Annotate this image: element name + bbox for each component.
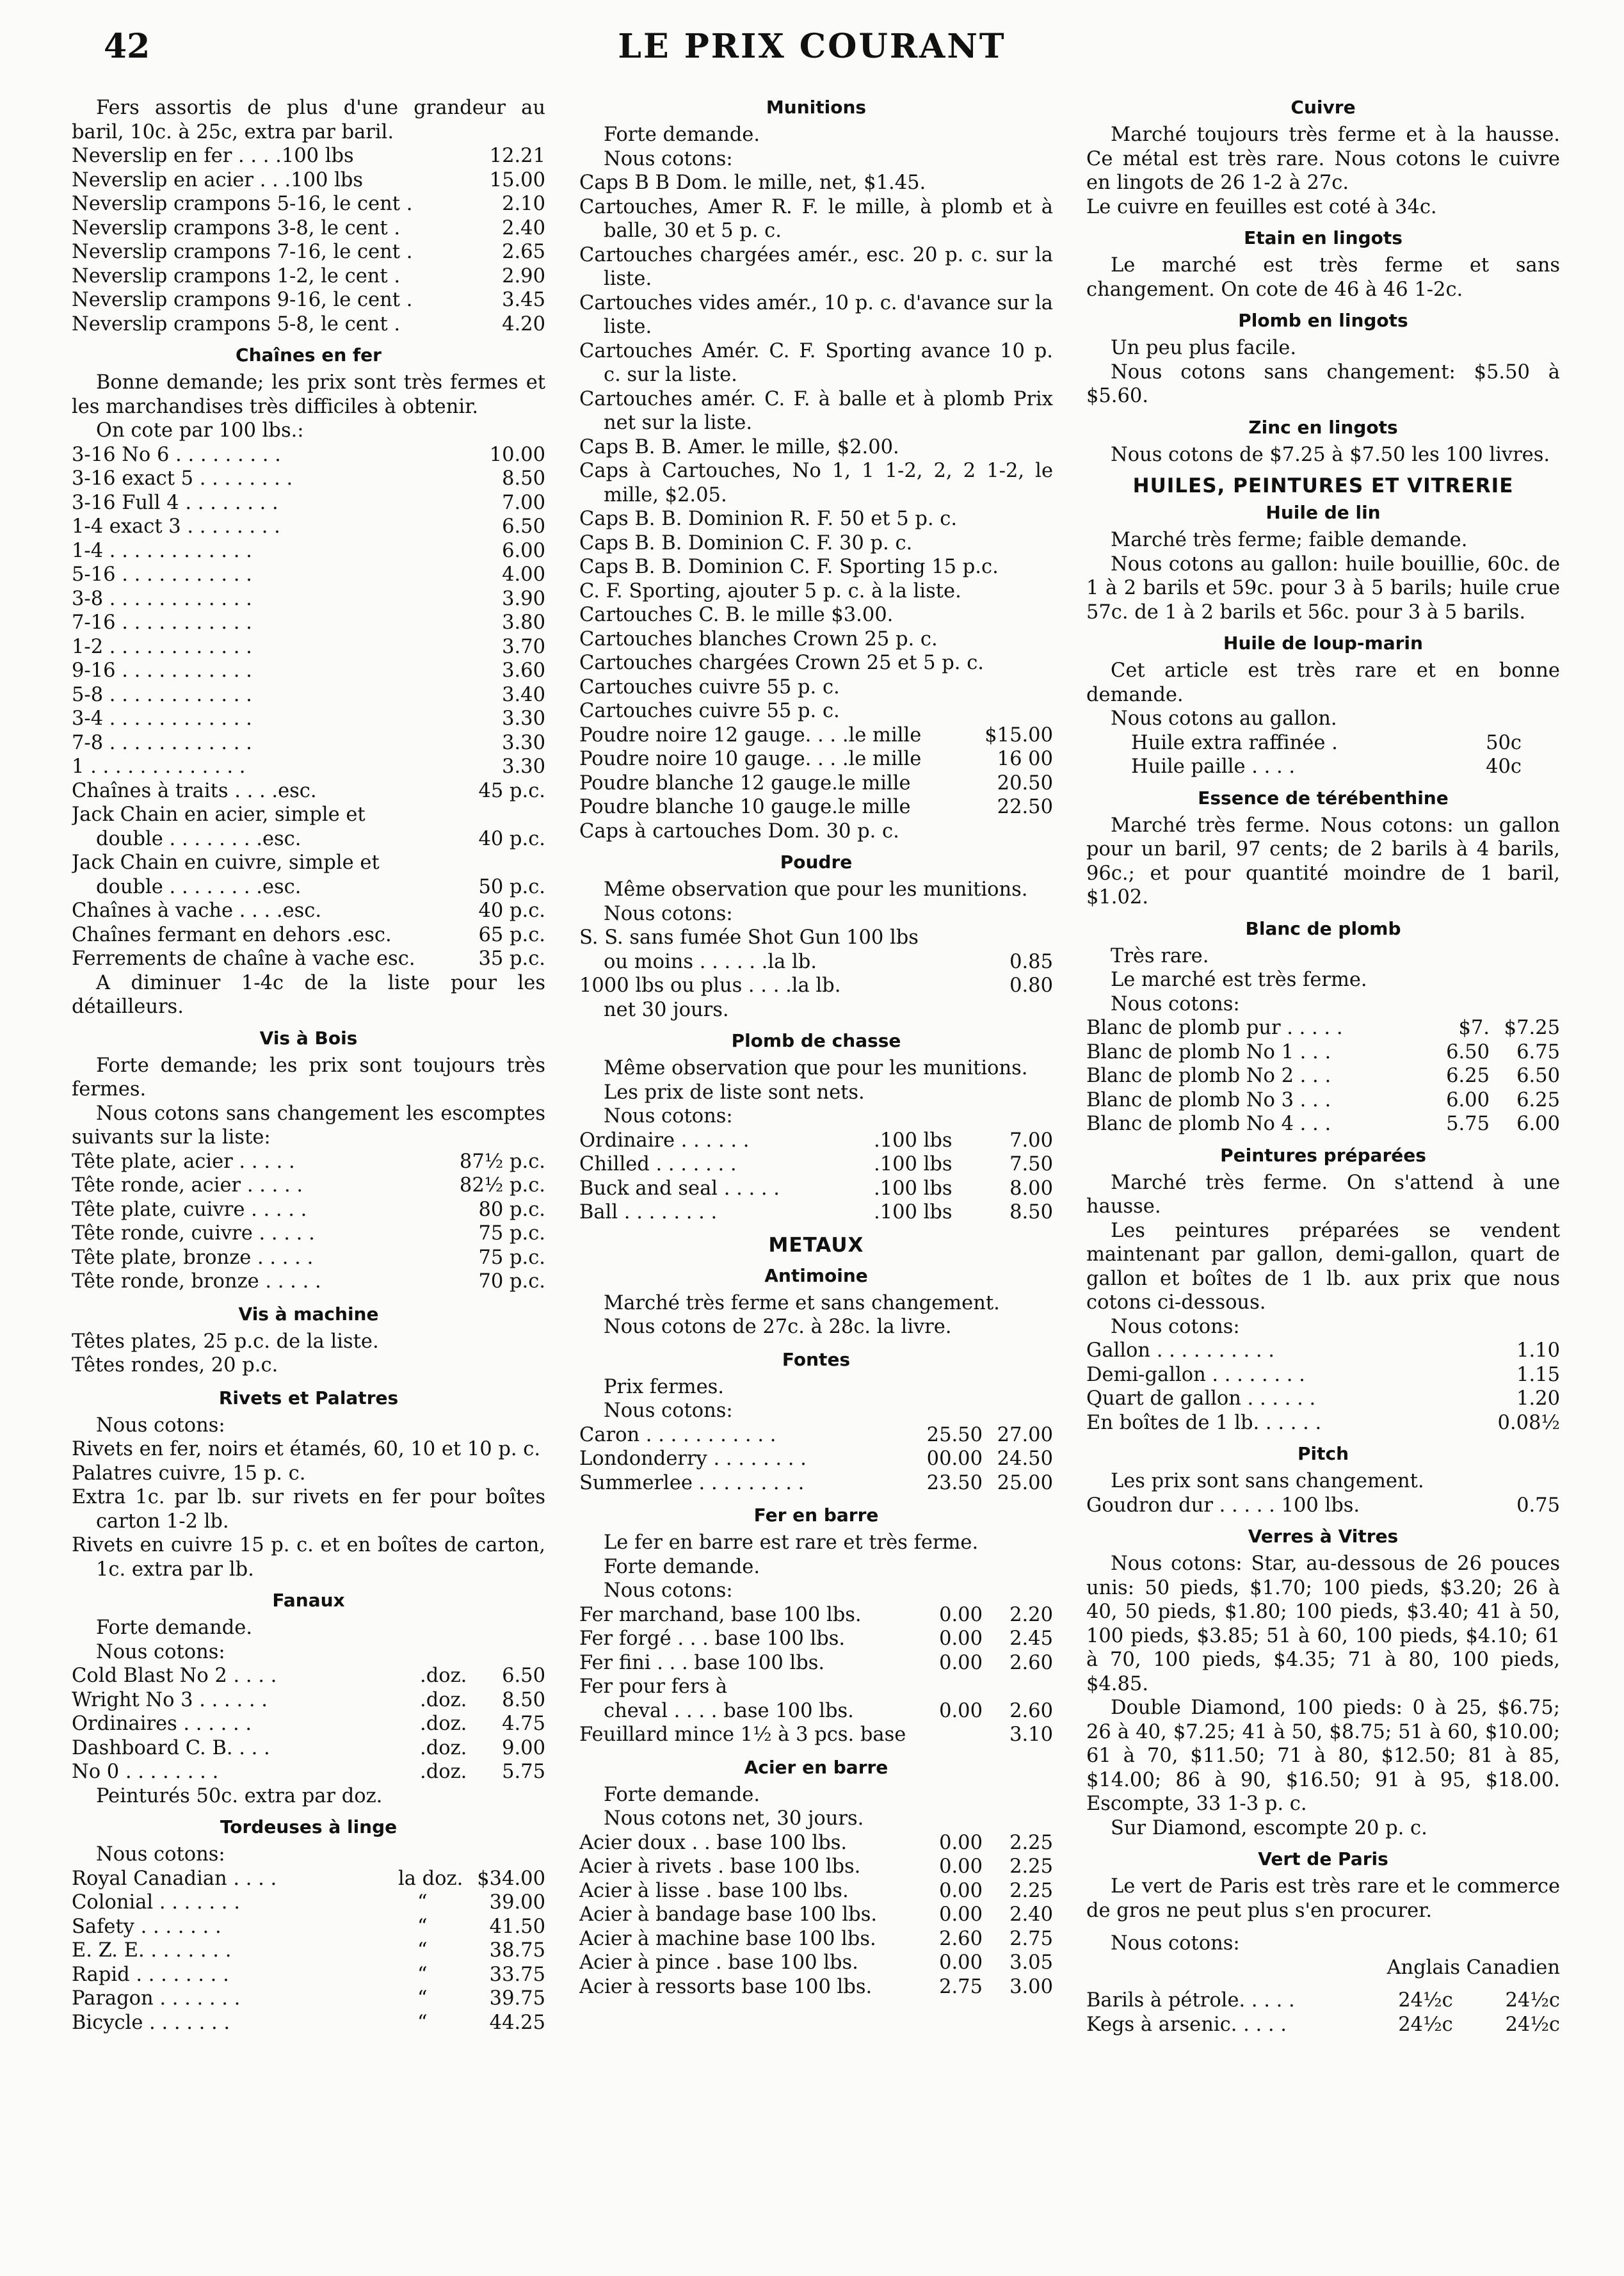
section-text: Le vert de Paris est très rare et le commerce de gros ne peut plus s'en procurer. [1086, 1875, 1560, 1922]
table-row: 1000 lbs ou plus . . . .la lb. 0.80 [579, 974, 1053, 997]
section-text: Double Diamond, 100 pieds: 0 à 25, $6.75; 26 à 40, $7.25; 41 à 50, $8.75; 51 à 60, $10.00; 61 à 70, $11.50; 71 à 80, $12.50; 81 à 85, $14.00; 86 à 90, $16.50; 91 à 95, $18.00. Escompte, 33 1-3 p. c. [1086, 1697, 1560, 1815]
section-text: Nous cotons: [96, 1843, 225, 1866]
table-row: 9-16 . . . . . . . . . . . 3.60 [72, 659, 545, 682]
section-text: Nous cotons: [604, 1400, 733, 1422]
table-row: Fer pour fers à [579, 1675, 728, 1698]
table-row: Rapid . . . . . . . . “ 33.75 [72, 1963, 545, 1986]
section-text: Nous cotons: [96, 1640, 225, 1663]
section-text: Le fer en barre est rare et très ferme. [604, 1531, 979, 1554]
table-row: Dashboard C. B. . . . .doz. 9.00 [72, 1736, 545, 1759]
section-text: Le marché est très ferme et sans changement. On cote de 46 à 46 1-2c. [1086, 254, 1560, 301]
section-text: Caps B. B. Dominion R. F. 50 et 5 p. c. [579, 508, 958, 530]
table-row: Ordinaire . . . . . . .100 lbs 7.00 [579, 1129, 1053, 1152]
table-row: Blanc de plomb No 1 . . . 6.50 6.75 [1086, 1040, 1560, 1063]
table-row: cheval . . . . base 100 lbs. 0.00 2.60 [604, 1699, 1053, 1722]
section-text: net 30 jours. [604, 998, 729, 1021]
table-row: 3-16 exact 5 . . . . . . . . 8.50 [72, 467, 545, 490]
section-heading: Verres à Vitres [1248, 1526, 1399, 1547]
section-text: Peinturés 50c. extra par doz. [96, 1784, 383, 1807]
table-row: Tête plate, bronze . . . . . 75 p.c. [72, 1246, 545, 1269]
table-row: Fer forgé . . . base 100 lbs. 0.00 2.45 [579, 1627, 1053, 1650]
table-row: Caron . . . . . . . . . . . 25.50 27.00 [579, 1423, 1053, 1446]
table-row: Jack Chain en cuivre, simple et [72, 851, 380, 874]
section-text: Nous cotons au gallon. [1111, 707, 1337, 730]
table-row: 1-4 . . . . . . . . . . . . 6.00 [72, 539, 545, 562]
section-text: Nous cotons: [1111, 1315, 1240, 1338]
table-row: 3-8 . . . . . . . . . . . . 3.90 [72, 587, 545, 610]
table-row: Goudron dur . . . . . 100 lbs. 0.75 [1086, 1494, 1560, 1517]
neverslip-list [72, 144, 545, 336]
section-heading: Blanc de plomb [1245, 917, 1401, 939]
table-row: Chaînes à traits . . . .esc. 45 p.c. [72, 779, 545, 802]
section-text: Nous cotons: [604, 1105, 733, 1127]
section-heading: Munitions [766, 97, 867, 118]
table-row: Acier à ressorts base 100 lbs. 2.75 3.00 [579, 1975, 1053, 1998]
table-row: Ordinaires . . . . . . .doz. 4.75 [72, 1713, 545, 1735]
blanc-plomb-list [1086, 1016, 1560, 1136]
section-text: Forte demande. [604, 1783, 760, 1806]
table-row: Summerlee . . . . . . . . . 23.50 25.00 [579, 1471, 1053, 1494]
table-row: 5-16 . . . . . . . . . . . 4.00 [72, 563, 545, 586]
table-row: Kegs à arsenic. . . . . 24½c 24½c [1086, 2013, 1560, 2036]
table-row: Neverslip crampons 3-8, le cent . 2.40 [72, 216, 545, 239]
section-heading: METAUX [768, 1233, 864, 1257]
table-row: Chilled . . . . . . . .100 lbs 7.50 [579, 1153, 1053, 1175]
section-text: Nous cotons de $7.25 à $7.50 les 100 livres. [1111, 443, 1550, 466]
poudre-list [579, 926, 1053, 998]
section-heading: Zinc en lingots [1248, 416, 1398, 438]
section-text: Même observation que pour les munitions. [604, 878, 1028, 901]
table-row: Colonial . . . . . . . “ 39.00 [72, 1891, 545, 1914]
table-row: 1 . . . . . . . . . . . . . 3.30 [72, 755, 545, 778]
section-text: Cartouches cuivre 55 p. c. [579, 700, 840, 722]
table-row: Acier à machine base 100 lbs. 2.60 2.75 [579, 1927, 1053, 1950]
table-row: Acier à bandage base 100 lbs. 0.00 2.40 [579, 1903, 1053, 1926]
table-row: Neverslip en acier . . .100 lbs 15.00 [72, 168, 545, 191]
section-heading: Fanaux [272, 1590, 345, 1611]
table-row: Demi-gallon . . . . . . . . 1.15 [1086, 1363, 1560, 1386]
section-text: Caps à cartouches Dom. 30 p. c. [579, 819, 899, 843]
section-text: Nous cotons: [96, 1414, 225, 1437]
huile-loup-list [1086, 731, 1560, 779]
table-row: Blanc de plomb pur . . . . . $7. $7.25 [1086, 1017, 1560, 1039]
section-heading: HUILES, PEINTURES ET VITRERIE [1132, 474, 1514, 497]
table-row: S. S. sans fumée Shot Gun 100 lbs [579, 926, 919, 949]
section-text: A diminuer 1-4c de la liste pour les détailleurs. [72, 971, 545, 1018]
table-row: Feuillard mince 1½ à 3 pcs. base 3.10 [579, 1723, 1053, 1746]
section-text: Nous cotons net, 30 jours. [604, 1807, 864, 1830]
section-text: Les peintures préparées se vendent maintenant par gallon, demi-gallon, quart de gallon et boîtes de 1 lb. aux prix que nous cotons ci-dessous. [1086, 1219, 1560, 1314]
section-text: Caps B. B. Dominion C. F. Sporting 15 p.c. [579, 556, 999, 578]
peintures-list [1086, 1339, 1560, 1435]
table-row: Tête ronde, bronze . . . . . 70 p.c. [72, 1270, 545, 1293]
section-text: Cartouches vides amér., 10 p. c. d'avance sur la liste. [579, 291, 1053, 338]
section-heading: Etain en lingots [1244, 227, 1403, 248]
table-row: Ball . . . . . . . . .100 lbs 8.50 [579, 1201, 1053, 1223]
table-row: Huile extra raffinée . 50c [1131, 731, 1522, 754]
section-text: Les prix de liste sont nets. [604, 1081, 865, 1104]
section-text: Caps B. B. Dominion C. F. 30 p. c. [579, 531, 913, 554]
table-row: Huile paille . . . . 40c [1131, 755, 1522, 778]
fers-assortis-text: Fers assortis de plus d'une grandeur au baril, 10c. à 25c, extra par baril. [72, 97, 545, 143]
running-title: LE PRIX COURANT [618, 27, 1006, 66]
table-row: Chaînes à vache . . . .esc. 40 p.c. [72, 900, 545, 922]
section-text: Têtes rondes, 20 p.c. [72, 1354, 278, 1376]
fanaux-list [72, 1664, 545, 1784]
table-row: 3-16 Full 4 . . . . . . . . 7.00 [72, 491, 545, 514]
table-row: Neverslip crampons 1-2, le cent . 2.90 [72, 264, 545, 287]
section-heading: Antimoine [764, 1264, 868, 1286]
table-row: E. Z. E. . . . . . . . “ 38.75 [72, 1939, 545, 1962]
table-row: Poudre blanche 12 gauge.le mille 20.50 [579, 771, 1053, 795]
section-text: Marché toujours très ferme et à la hausse. Ce métal est très rare. Nous cotons le cuivre en lingots de 26 1-2 à 27c. [1086, 124, 1560, 194]
column-3 [1086, 96, 1560, 2037]
section-text: Forte demande. [96, 1617, 253, 1639]
section-text: Nous cotons: [1111, 1932, 1240, 1955]
table-row: Neverslip en fer . . . .100 lbs 12.21 [72, 145, 545, 167]
table-row: 5-8 . . . . . . . . . . . . 3.40 [72, 683, 545, 706]
table-row: Tête ronde, acier . . . . . 82½ p.c. [72, 1174, 545, 1197]
table-row: Acier à pince . base 100 lbs. 0.00 3.05 [579, 1951, 1053, 1974]
table-row: Neverslip crampons 5-8, le cent . 4.20 [72, 312, 545, 335]
section-text: Nous cotons: [604, 1579, 733, 1602]
table-row: double . . . . . . . .esc. 50 p.c. [96, 875, 545, 898]
section-text: Marché très ferme. Nous cotons: un gallon pour un baril, 97 cents; de 2 barils à 4 barils, 96c.; et pour quantité moindre de 1 baril, $1.02. [1086, 814, 1560, 908]
section-text: Nous cotons: [1111, 992, 1240, 1015]
section-text: Très rare. [1111, 944, 1209, 967]
section-text: Le marché est très ferme. [1111, 969, 1367, 991]
vis-bois-list [72, 1150, 545, 1294]
table-row: 1-4 exact 3 . . . . . . . . 6.50 [72, 515, 545, 538]
table-row: Gallon . . . . . . . . . . 1.10 [1086, 1339, 1560, 1362]
table-row: Tête plate, cuivre . . . . . 80 p.c. [72, 1198, 545, 1221]
table-row: Barils à pétrole. . . . . 24½c 24½c [1086, 1989, 1560, 2012]
section-heading: Fer en barre [753, 1505, 879, 1526]
section-text: Rivets en cuivre 15 p. c. et en boîtes de carton, 1c. extra par lb. [72, 1534, 545, 1581]
table-row: Neverslip crampons 7-16, le cent . 2.65 [72, 241, 545, 263]
fontes-list [579, 1423, 1053, 1496]
table-row: 7-8 . . . . . . . . . . . . 3.30 [72, 731, 545, 754]
table-row: Buck and seal . . . . . .100 lbs 8.00 [579, 1177, 1053, 1200]
section-heading: Vert de Paris [1258, 1848, 1388, 1869]
section-text: Nous cotons sans changement les escomptes suivants sur la liste: [72, 1102, 545, 1149]
table-row: Poudre noire 10 gauge. . . .le mille 16 00 [579, 748, 1053, 770]
section-text: Cartouches cuivre 55 p. c. [579, 675, 840, 698]
section-text: Nous cotons de 27c. à 28c. la livre. [604, 1316, 952, 1338]
table-row: Tête ronde, cuivre . . . . . 75 p.c. [72, 1222, 545, 1245]
table-row: 3-16 No 6 . . . . . . . . . 10.00 [72, 443, 545, 466]
section-text: Cet article est très rare et en bonne demande. [1086, 659, 1560, 706]
table-row: Safety . . . . . . . “ 41.50 [72, 1915, 545, 1938]
section-text: Nous cotons: [604, 902, 733, 925]
table-row: Neverslip crampons 5-16, le cent . 2.10 [72, 193, 545, 215]
section-text: Cartouches amér. C. F. à balle et à plomb Prix net sur la liste. [579, 387, 1053, 434]
section-text: Cartouches Amér. C. F. Sporting avance 10 p. c. sur la liste. [579, 339, 1053, 386]
table-row: Ferrements de chaîne à vache esc. 35 p.c. [72, 948, 545, 970]
section-heading: Plomb de chasse [731, 1030, 901, 1051]
column-headers: Anglais Canadien [1387, 1956, 1560, 1979]
section-text: Rivets en fer, noirs et étamés, 60, 10 et 10 p. c. [72, 1438, 541, 1460]
section-heading: Poudre [780, 851, 853, 873]
table-row: Blanc de plomb No 2 . . . 6.25 6.50 [1086, 1065, 1560, 1087]
section-heading: Cuivre [1290, 97, 1356, 118]
page-number: 42 [104, 27, 150, 66]
section-heading: Acier en barre [744, 1756, 888, 1778]
table-row: 1-2 . . . . . . . . . . . . 3.70 [72, 635, 545, 658]
section-text: Nous cotons: Star, au-dessous de 26 pouces unis: 50 pieds, $1.70; 100 pieds, $3.20; 26 à 40, 50 pieds, $1.80; 100 pieds, $3.40; 41 à 50, 100 pieds, $3.85; 51 à 60, 100 pieds, $4.10; 61 à 70, 100 pieds, $4.35; 71 à 80, 100 pieds, $4.85. [1086, 1553, 1560, 1695]
section-text: Nous cotons: [604, 147, 733, 170]
table-row: double . . . . . . . .esc. 40 p.c. [96, 827, 545, 850]
table-row: No 0 . . . . . . . . .doz. 5.75 [72, 1761, 545, 1783]
section-text: Forte demande; les prix sont toujours très fermes. [72, 1054, 545, 1101]
section-text: Caps B B Dom. le mille, net, $1.45. [579, 172, 926, 194]
chaines-list [72, 443, 545, 971]
section-heading: Pitch [1297, 1443, 1349, 1464]
table-row: Royal Canadian . . . . la doz. $34.00 [72, 1867, 545, 1890]
section-text: Prix fermes. [604, 1375, 724, 1398]
section-text: Extra 1c. par lb. sur rivets en fer pour boîtes carton 1-2 lb. [72, 1486, 545, 1533]
section-text: Marché très ferme. On s'attend à une hausse. [1086, 1171, 1560, 1218]
section-text: Nous cotons au gallon: huile bouillie, 60c. de 1 à 2 barils et 59c. pour 3 à 5 barils; huile crue 57c. de 1 à 2 barils et 56c. pour 3 à 5 barils. [1086, 553, 1560, 624]
section-text: Caps à Cartouches, No 1, 1 1-2, 2, 2 1-2, le mille, $2.05. [579, 460, 1053, 506]
section-heading: Huile de loup-marin [1223, 633, 1423, 654]
table-row: Chaînes fermant en dehors .esc. 65 p.c. [72, 923, 545, 946]
table-row: Tête plate, acier . . . . . 87½ p.c. [72, 1150, 545, 1173]
section-text: Forte demande. [604, 124, 760, 146]
acier-barre-list [579, 1831, 1053, 1999]
table-row: Fer marchand, base 100 lbs. 0.00 2.20 [579, 1603, 1053, 1626]
table-row: Acier doux . . base 100 lbs. 0.00 2.25 [579, 1831, 1053, 1854]
table-row: Poudre blanche 10 gauge.le mille 22.50 [579, 796, 1053, 818]
table-row: 3-4 . . . . . . . . . . . . 3.30 [72, 707, 545, 730]
section-text: Sur Diamond, escompte 20 p. c. [1111, 1816, 1427, 1839]
fer-barre-list [579, 1603, 1053, 1747]
section-text: Le cuivre en feuilles est coté à 34c. [1086, 195, 1437, 218]
section-text: Un peu plus facile. [1111, 337, 1297, 359]
table-row: Poudre noire 12 gauge. . . .le mille $15.00 [579, 723, 1053, 747]
section-text: Caps B. B. Amer. le mille, $2.00. [579, 435, 899, 458]
column-1 [72, 96, 545, 2035]
section-heading: Peintures préparées [1220, 1144, 1426, 1166]
table-row: Bicycle . . . . . . . “ 44.25 [72, 2011, 545, 2034]
section-text: Cartouches chargées amér., esc. 20 p. c. sur la liste. [579, 243, 1053, 290]
section-text: Palatres cuivre, 15 p. c. [72, 1462, 306, 1485]
table-row: 7-16 . . . . . . . . . . . 3.80 [72, 611, 545, 634]
section-heading: Vis à Bois [259, 1027, 358, 1049]
section-heading: Fontes [782, 1348, 851, 1370]
section-text: Les prix sont sans changement. [1111, 1470, 1424, 1492]
section-text: On cote par 100 lbs.: [96, 419, 304, 442]
section-text: C. F. Sporting, ajouter 5 p. c. à la liste. [579, 579, 961, 602]
poudre-prices-list [579, 723, 1053, 819]
table-row: Cold Blast No 2 . . . . .doz. 6.50 [72, 1665, 545, 1687]
section-text: Nous cotons sans changement: $5.50 à $5.60. [1086, 360, 1560, 407]
section-text: Forte demande. [604, 1555, 760, 1578]
table-row: Quart de gallon . . . . . . 1.20 [1086, 1387, 1560, 1410]
vert-paris-list [1086, 1989, 1560, 2037]
section-heading: Huile de lin [1266, 502, 1381, 523]
section-text: Têtes plates, 25 p.c. de la liste. [72, 1330, 379, 1353]
table-row: Wright No 3 . . . . . . .doz. 8.50 [72, 1688, 545, 1711]
section-text: Marché très ferme; faible demande. [1111, 529, 1468, 551]
section-heading: Vis à machine [238, 1303, 379, 1325]
section-heading: Plomb en lingots [1238, 310, 1408, 331]
plomb-chasse-list [579, 1129, 1053, 1225]
table-row: Blanc de plomb No 4 . . . 5.75 6.00 [1086, 1113, 1560, 1135]
table-row: Acier à lisse . base 100 lbs. 0.00 2.25 [579, 1879, 1053, 1902]
section-heading: Chaînes en fer [236, 344, 382, 366]
section-text: Cartouches C. B. le mille $3.00. [579, 604, 894, 626]
tordeuses-list [72, 1867, 545, 2035]
section-text: Cartouches, Amer R. F. le mille, à plomb et à balle, 30 et 5 p. c. [579, 195, 1053, 242]
section-text: Cartouches chargées Crown 25 et 5 p. c. [579, 652, 984, 674]
table-row: ou moins . . . . . .la lb. 0.85 [604, 950, 1053, 973]
table-row: Neverslip crampons 9-16, le cent . 3.45 [72, 289, 545, 311]
section-text: Cartouches blanches Crown 25 p. c. [579, 627, 938, 650]
section-heading: Rivets et Palatres [218, 1387, 399, 1408]
table-row: Blanc de plomb No 3 . . . 6.00 6.25 [1086, 1088, 1560, 1111]
section-heading: Tordeuses à linge [220, 1816, 398, 1837]
section-text: Bonne demande; les prix sont très fermes et les marchandises très difficiles à obtenir. [72, 371, 545, 418]
section-text: Même observation que pour les munitions. [604, 1057, 1028, 1079]
table-row: Fer fini . . . base 100 lbs. 0.00 2.60 [579, 1651, 1053, 1674]
table-row: Paragon . . . . . . . “ 39.75 [72, 1987, 545, 2010]
table-row: Jack Chain en acier, simple et [72, 803, 366, 826]
table-row: En boîtes de 1 lb. . . . . . 0.08½ [1086, 1411, 1560, 1434]
column-2 [579, 96, 1053, 1999]
table-row: Acier à rivets . base 100 lbs. 0.00 2.25 [579, 1855, 1053, 1878]
section-text: Marché très ferme et sans changement. [604, 1291, 1000, 1314]
table-row: Londonderry . . . . . . . . 00.00 24.50 [579, 1448, 1053, 1470]
section-heading: Essence de térébenthine [1198, 787, 1449, 809]
